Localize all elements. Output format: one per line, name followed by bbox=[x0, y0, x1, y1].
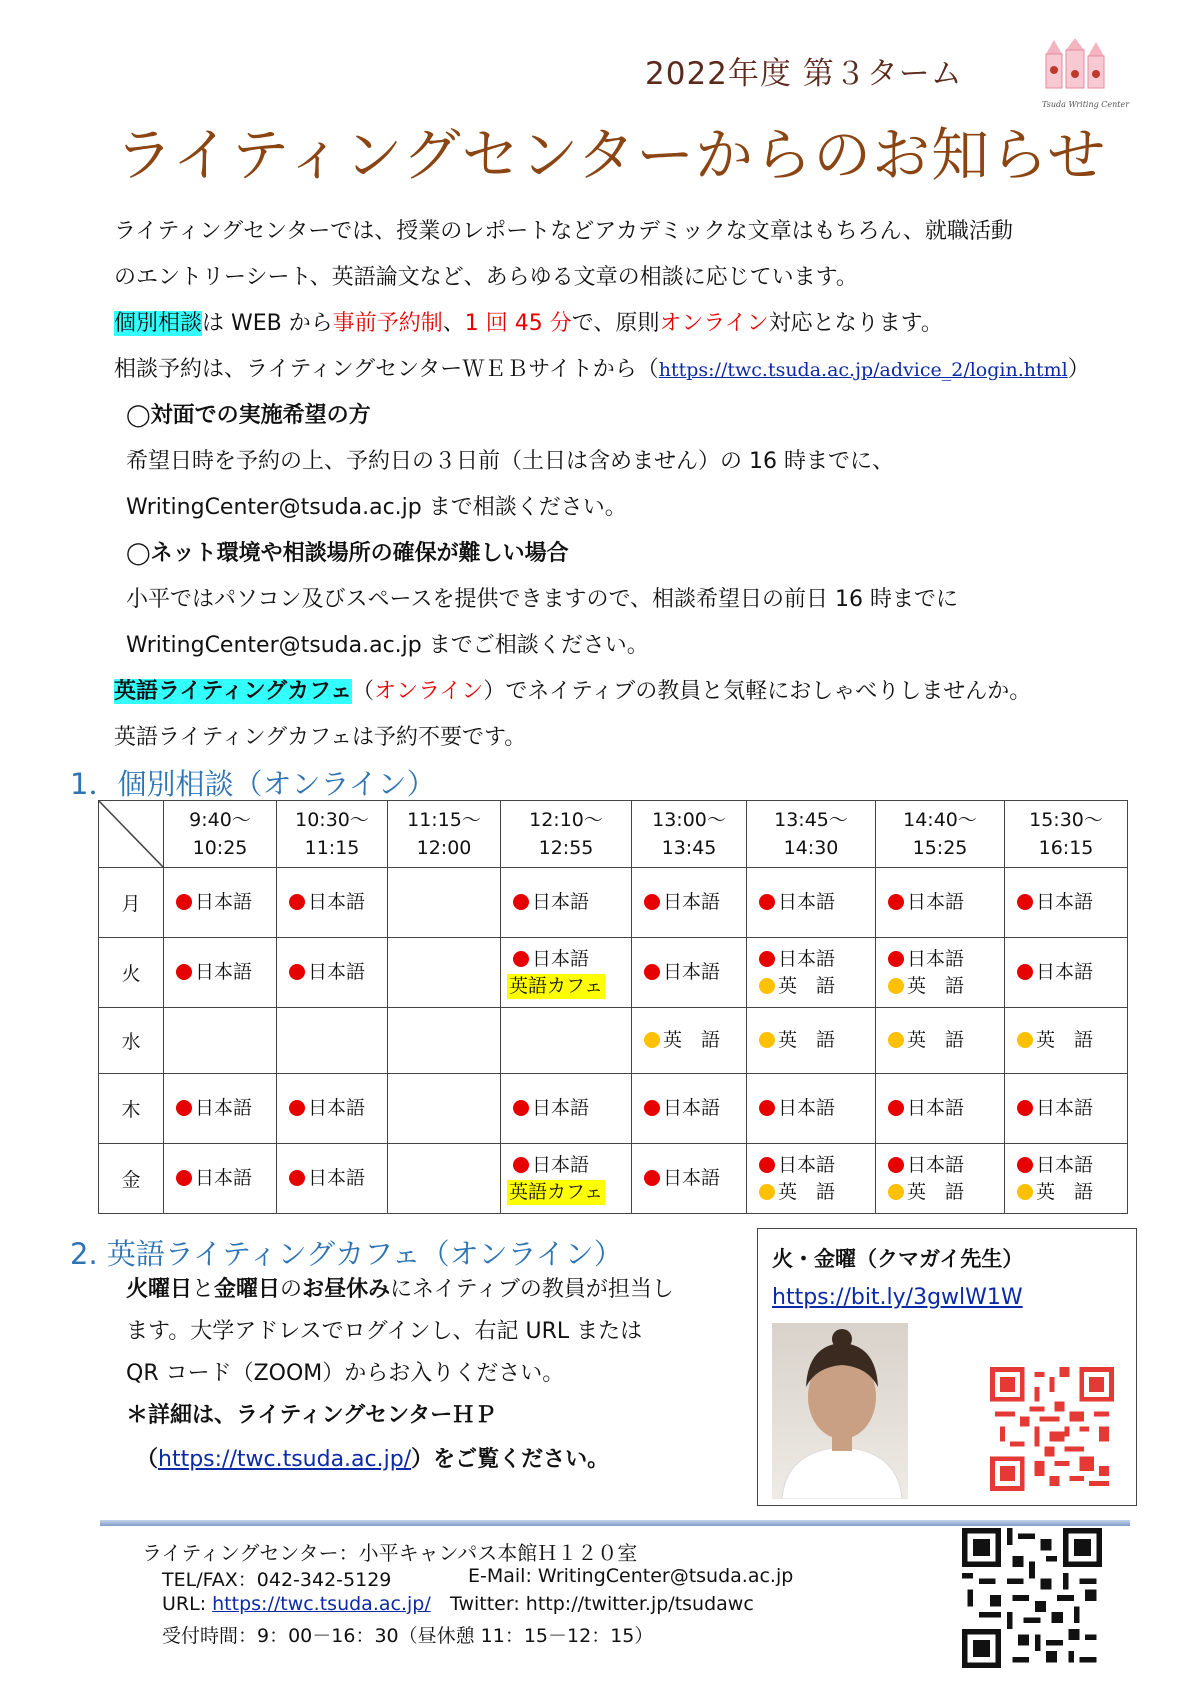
schedule-cell bbox=[876, 938, 1005, 1008]
schedule-cell bbox=[747, 938, 876, 1008]
red-dot-icon bbox=[759, 1100, 775, 1116]
japanese-session-entry: 日本語 bbox=[632, 889, 746, 916]
english-session-entry: 英 語 bbox=[876, 1179, 1004, 1206]
section2-line-2: ます。大学アドレスでログインし、右記 URL または bbox=[126, 1319, 643, 1344]
logo-caption: Tsuda Writing Center bbox=[1042, 100, 1130, 109]
japanese-session-entry: 日本語 bbox=[501, 1095, 631, 1122]
time-slot-header: 12:10～ 12:55 bbox=[501, 801, 632, 868]
japanese-session-entry: 日本語 bbox=[876, 889, 1004, 916]
schedule-cell bbox=[277, 938, 388, 1008]
japanese-session-entry: 日本語 bbox=[277, 889, 387, 916]
day-label: 水 bbox=[99, 1008, 164, 1074]
japanese-session-entry: 日本語 bbox=[277, 1165, 387, 1192]
schedule-cell bbox=[501, 1008, 632, 1074]
cafe-badge: 英語カフェ bbox=[509, 974, 604, 997]
schedule-cell bbox=[1005, 1074, 1128, 1144]
footer-hours: 受付時間：9：00－16：30（昼休憩 11：15－12：15） bbox=[162, 1625, 654, 1647]
individual-consult-highlight: 個別相談 bbox=[114, 311, 203, 336]
english-session-entry: 英 語 bbox=[876, 1027, 1004, 1054]
japanese-session-entry: 日本語 bbox=[632, 959, 746, 986]
schedule-cell bbox=[388, 1008, 501, 1074]
red-dot-icon bbox=[1017, 894, 1033, 910]
schedule-cell bbox=[388, 868, 501, 938]
red-dot-icon bbox=[513, 1157, 529, 1173]
red-dot-icon bbox=[1017, 1157, 1033, 1173]
english-session-entry: 英 語 bbox=[747, 1027, 875, 1054]
writing-center-logo bbox=[1042, 36, 1130, 109]
schedule-cell bbox=[388, 938, 501, 1008]
time-slot-header: 11:15～ 12:00 bbox=[388, 801, 501, 868]
section2-heading: 2. 英語ライティングカフェ（オンライン） bbox=[70, 1237, 623, 1271]
yellow-dot-icon bbox=[759, 1184, 775, 1200]
teacher-box-title: 火・金曜（クマガイ先生） bbox=[772, 1247, 1024, 1271]
section2-line-3: QR コード（ZOOM）からお入りください。 bbox=[126, 1361, 565, 1386]
schedule-cell bbox=[1005, 938, 1128, 1008]
schedule-cell bbox=[632, 1074, 747, 1144]
red-dot-icon bbox=[644, 1100, 660, 1116]
website-qr-code-icon[interactable] bbox=[962, 1528, 1102, 1668]
red-dot-icon bbox=[644, 1170, 660, 1186]
network-heading: ◯ネット環境や相談場所の確保が難しい場合 bbox=[126, 541, 569, 566]
schedule-cell bbox=[277, 1074, 388, 1144]
japanese-session-entry: 日本語 bbox=[277, 1095, 387, 1122]
intro-line-3: 個別相談は WEB から事前予約制、1 回 45 分で、原則オンライン対応となります。 bbox=[114, 311, 943, 336]
red-dot-icon bbox=[176, 1100, 192, 1116]
page-title: ライティングセンターからのお知らせ bbox=[115, 121, 1107, 189]
yellow-dot-icon bbox=[1017, 1032, 1033, 1048]
schedule-cell bbox=[876, 1008, 1005, 1074]
schedule-cell bbox=[747, 868, 876, 938]
day-label: 月 bbox=[99, 868, 164, 938]
network-line-2: WritingCenter@tsuda.ac.jp までご相談ください。 bbox=[126, 633, 649, 658]
footer-location: ライティングセンター：小平キャンパス本館Ｈ１２０室 bbox=[142, 1541, 638, 1565]
schedule-cell bbox=[501, 868, 632, 938]
schedule-cell bbox=[747, 1008, 876, 1074]
english-session-entry: 英 語 bbox=[632, 1027, 746, 1054]
japanese-session-entry: 日本語 bbox=[876, 946, 1004, 973]
network-line-1: 小平ではパソコン及びスペースを提供できますので、相談希望日の前日 16 時までに bbox=[126, 587, 959, 612]
schedule-cell bbox=[164, 1074, 277, 1144]
schedule-cell bbox=[164, 1144, 277, 1214]
face-to-face-line-1: 希望日時を予約の上、予約日の３日前（土日は含めません）の 16 時までに、 bbox=[126, 449, 894, 474]
japanese-session-entry: 日本語 bbox=[747, 1152, 875, 1179]
schedule-cell bbox=[632, 1144, 747, 1214]
red-dot-icon bbox=[289, 1170, 305, 1186]
footer-url-row: URL: https://twc.tsuda.ac.jp/ bbox=[162, 1593, 431, 1615]
japanese-session-entry: 日本語 bbox=[876, 1095, 1004, 1122]
japanese-session-entry: 日本語 bbox=[1005, 959, 1127, 986]
red-dot-icon bbox=[888, 1100, 904, 1116]
japanese-session-entry: 日本語 bbox=[632, 1095, 746, 1122]
schedule-table bbox=[98, 800, 1128, 1214]
intro-line-1: ライティングセンターでは、授業のレポートなどアカデミックな文章はもちろん、就職活動 bbox=[114, 219, 1013, 244]
red-dot-icon bbox=[289, 894, 305, 910]
time-slot-header: 13:00～ 13:45 bbox=[632, 801, 747, 868]
japanese-session-entry: 日本語 bbox=[277, 959, 387, 986]
red-dot-icon bbox=[888, 951, 904, 967]
red-dot-icon bbox=[644, 894, 660, 910]
japanese-session-entry: 日本語 bbox=[164, 889, 276, 916]
schedule-cell bbox=[876, 1074, 1005, 1144]
red-dot-icon bbox=[759, 894, 775, 910]
table-row bbox=[99, 868, 1128, 938]
red-dot-icon bbox=[513, 951, 529, 967]
website-link[interactable]: https://twc.tsuda.ac.jp/ bbox=[158, 1447, 412, 1472]
schedule-cell bbox=[277, 868, 388, 938]
red-dot-icon bbox=[759, 1157, 775, 1173]
yellow-dot-icon bbox=[888, 1184, 904, 1200]
red-dot-icon bbox=[289, 964, 305, 980]
section2-detail-1: ＊詳細は、ライティングセンターＨＰ bbox=[126, 1403, 497, 1428]
red-dot-icon bbox=[888, 1157, 904, 1173]
term-label: 2022年度 第３ターム bbox=[645, 56, 963, 92]
japanese-session-entry: 日本語 bbox=[1005, 1095, 1127, 1122]
footer-tel: TEL/FAX：042-342-5129 bbox=[162, 1569, 392, 1591]
schedule-cell bbox=[632, 1008, 747, 1074]
cafe-entry bbox=[501, 973, 631, 1000]
time-slot-header: 10:30～ 11:15 bbox=[277, 801, 388, 868]
japanese-session-entry: 日本語 bbox=[747, 889, 875, 916]
japanese-session-entry: 日本語 bbox=[1005, 889, 1127, 916]
cafe-entry bbox=[501, 1179, 631, 1206]
yellow-dot-icon bbox=[1017, 1184, 1033, 1200]
day-label: 木 bbox=[99, 1074, 164, 1144]
japanese-session-entry: 日本語 bbox=[876, 1152, 1004, 1179]
zoom-qr-code-icon[interactable] bbox=[990, 1367, 1114, 1491]
table-row bbox=[99, 938, 1128, 1008]
english-session-entry: 英 語 bbox=[1005, 1179, 1127, 1206]
schedule-cell bbox=[876, 868, 1005, 938]
day-label: 金 bbox=[99, 1144, 164, 1214]
japanese-session-entry: 日本語 bbox=[501, 889, 631, 916]
red-dot-icon bbox=[176, 964, 192, 980]
red-dot-icon bbox=[888, 894, 904, 910]
schedule-cell bbox=[632, 938, 747, 1008]
schedule-cell bbox=[501, 938, 632, 1008]
footer-email: E-Mail: WritingCenter@tsuda.ac.jp bbox=[468, 1565, 794, 1587]
time-slot-header: 9:40～ 10:25 bbox=[164, 801, 277, 868]
intro-line-2: のエントリーシート、英語論文など、あらゆる文章の相談に応じています。 bbox=[114, 265, 858, 290]
japanese-session-entry: 日本語 bbox=[747, 1095, 875, 1122]
schedule-cell bbox=[1005, 1008, 1128, 1074]
section1-heading: 1．個別相談（オンライン） bbox=[70, 767, 436, 801]
schedule-cell bbox=[1005, 1144, 1128, 1214]
red-dot-icon bbox=[759, 951, 775, 967]
red-dot-icon bbox=[176, 894, 192, 910]
japanese-session-entry: 日本語 bbox=[164, 959, 276, 986]
japanese-session-entry: 日本語 bbox=[632, 1165, 746, 1192]
yellow-dot-icon bbox=[644, 1032, 660, 1048]
japanese-session-entry: 日本語 bbox=[164, 1165, 276, 1192]
schedule-cell bbox=[277, 1008, 388, 1074]
schedule-cell bbox=[388, 1074, 501, 1144]
footer-divider bbox=[100, 1520, 1130, 1526]
zoom-link[interactable]: https://bit.ly/3gwlW1W bbox=[772, 1285, 1023, 1310]
schedule-cell bbox=[876, 1144, 1005, 1214]
face-to-face-line-2: WritingCenter@tsuda.ac.jp まで相談ください。 bbox=[126, 495, 627, 520]
schedule-cell bbox=[388, 1144, 501, 1214]
reservation-link[interactable]: https://twc.tsuda.ac.jp/advice_2/login.html bbox=[658, 359, 1068, 381]
schedule-cell bbox=[1005, 868, 1128, 938]
schedule-cell bbox=[747, 1144, 876, 1214]
day-label: 火 bbox=[99, 938, 164, 1008]
schedule-cell bbox=[632, 868, 747, 938]
table-row bbox=[99, 1074, 1128, 1144]
english-session-entry: 英 語 bbox=[876, 973, 1004, 1000]
red-dot-icon bbox=[176, 1170, 192, 1186]
schedule-cell bbox=[501, 1144, 632, 1214]
english-session-entry: 英 語 bbox=[747, 973, 875, 1000]
schedule-cell bbox=[747, 1074, 876, 1144]
table-row bbox=[99, 1144, 1128, 1214]
japanese-session-entry: 日本語 bbox=[164, 1095, 276, 1122]
footer-twitter: Twitter: http://twitter.jp/tsudawc bbox=[450, 1593, 754, 1615]
schedule-cell bbox=[164, 868, 277, 938]
red-dot-icon bbox=[513, 894, 529, 910]
red-dot-icon bbox=[644, 964, 660, 980]
face-to-face-heading: ◯対面での実施希望の方 bbox=[126, 403, 371, 428]
yellow-dot-icon bbox=[888, 978, 904, 994]
japanese-session-entry: 日本語 bbox=[501, 1152, 631, 1179]
japanese-session-entry: 日本語 bbox=[501, 946, 631, 973]
schedule-cell bbox=[501, 1074, 632, 1144]
schedule-cell bbox=[164, 1008, 277, 1074]
intro-line-4: 相談予約は、ライティングセンターＷＥＢサイトから（https://twc.tsuda.ac.jp/advice_2/login.html） bbox=[114, 357, 1090, 382]
japanese-session-entry: 日本語 bbox=[1005, 1152, 1127, 1179]
table-row bbox=[99, 1008, 1128, 1074]
japanese-session-entry: 日本語 bbox=[747, 946, 875, 973]
teacher-info-box bbox=[757, 1228, 1137, 1506]
english-session-entry: 英 語 bbox=[1005, 1027, 1127, 1054]
schedule-cell bbox=[164, 938, 277, 1008]
red-dot-icon bbox=[513, 1100, 529, 1116]
yellow-dot-icon bbox=[888, 1032, 904, 1048]
footer-url-link[interactable]: https://twc.tsuda.ac.jp/ bbox=[212, 1593, 431, 1615]
yellow-dot-icon bbox=[759, 1032, 775, 1048]
table-corner-cell bbox=[99, 801, 164, 868]
cafe-no-reservation: 英語ライティングカフェは予約不要です。 bbox=[114, 725, 527, 750]
teacher-photo bbox=[772, 1323, 908, 1499]
section2-line-1: 火曜日と金曜日のお昼休みにネイティブの教員が担当し bbox=[126, 1277, 674, 1302]
english-session-entry: 英 語 bbox=[747, 1179, 875, 1206]
schedule-cell bbox=[277, 1144, 388, 1214]
section2-detail-2: （https://twc.tsuda.ac.jp/）をご覧ください。 bbox=[136, 1447, 610, 1472]
cafe-intro-line: 英語ライティングカフェ（オンライン）でネイティブの教員と気軽におしゃべりしませんか。 bbox=[114, 679, 1032, 704]
red-dot-icon bbox=[289, 1100, 305, 1116]
cafe-badge: 英語カフェ bbox=[509, 1180, 604, 1203]
time-slot-header: 13:45～ 14:30 bbox=[747, 801, 876, 868]
red-dot-icon bbox=[1017, 1100, 1033, 1116]
time-slot-header: 14:40～ 15:25 bbox=[876, 801, 1005, 868]
yellow-dot-icon bbox=[759, 978, 775, 994]
red-dot-icon bbox=[1017, 964, 1033, 980]
cafe-highlight: 英語ライティングカフェ bbox=[114, 679, 353, 704]
time-slot-header: 15:30～ 16:15 bbox=[1005, 801, 1128, 868]
